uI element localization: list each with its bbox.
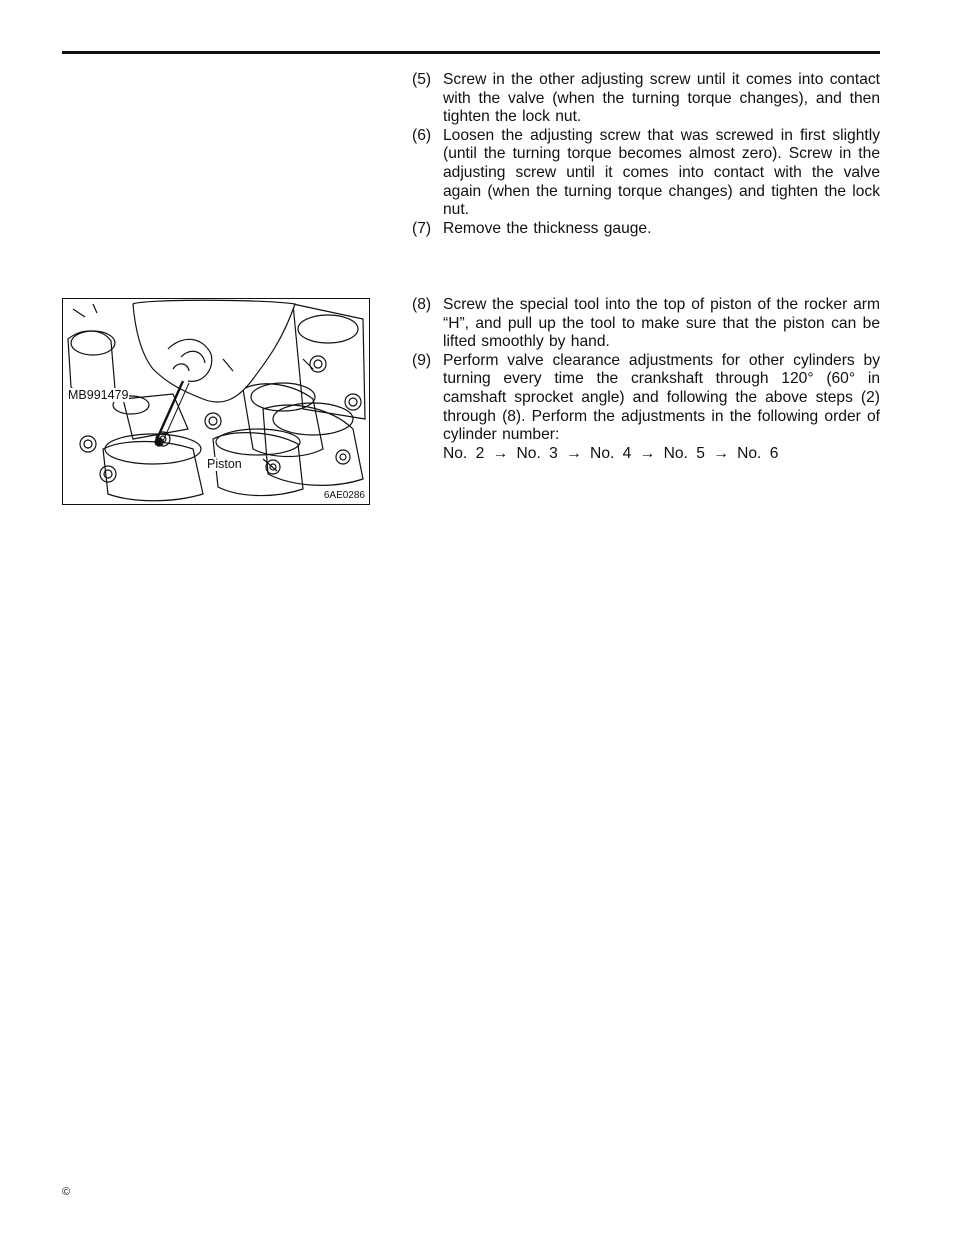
step-text: Perform valve clearance adjustments for other cylinders by turning every time the crankshaft through 120° (60° in camshaft sprocket angle) and following the above steps (2) through (8). Perform the adjustments in the following order of cylinder number:: [443, 351, 880, 444]
step-text: Remove the thickness gauge.: [443, 219, 652, 237]
step-5: [412, 71, 880, 127]
step-number: (8): [412, 296, 432, 313]
step-number: (5): [412, 71, 432, 88]
steps-block-2: [412, 296, 880, 463]
step-text: Loosen the adjusting screw that was screwed in first slightly (until the turning torque becomes almost zero). Screw in the adjusting screw until it comes into contact with the valve again (when the turning torque changes) and tighten the lock nut.: [443, 126, 880, 219]
cylinder-order: No. 2 → No. 3 → No. 4 → No. 5 → No. 6: [443, 444, 779, 462]
step-number: (9): [412, 351, 432, 369]
step-text: Screw in the other adjusting screw until it comes into contact with the valve (when the turning torque changes), and then tighten the lock nut.: [443, 71, 880, 126]
tool-label: MB991479: [68, 388, 129, 402]
figure-tool-on-piston: [62, 298, 370, 505]
step-text: Screw the special tool into the top of piston of the rocker arm “H”, and pull up the tool to make sure that the piston can be lifted smoothly by hand.: [443, 296, 880, 351]
step-8: [412, 296, 880, 352]
copyright-symbol: ©: [62, 1186, 71, 1198]
header-rule: [62, 51, 880, 54]
step-7: [412, 220, 880, 239]
steps-block-1: [412, 71, 880, 238]
piston-label: Piston: [207, 457, 242, 471]
figure-id: 6AE0286: [323, 490, 365, 501]
step-number: (6): [412, 126, 432, 144]
step-9: [412, 352, 880, 445]
step-6: [412, 127, 880, 220]
step-number: (7): [412, 219, 432, 237]
